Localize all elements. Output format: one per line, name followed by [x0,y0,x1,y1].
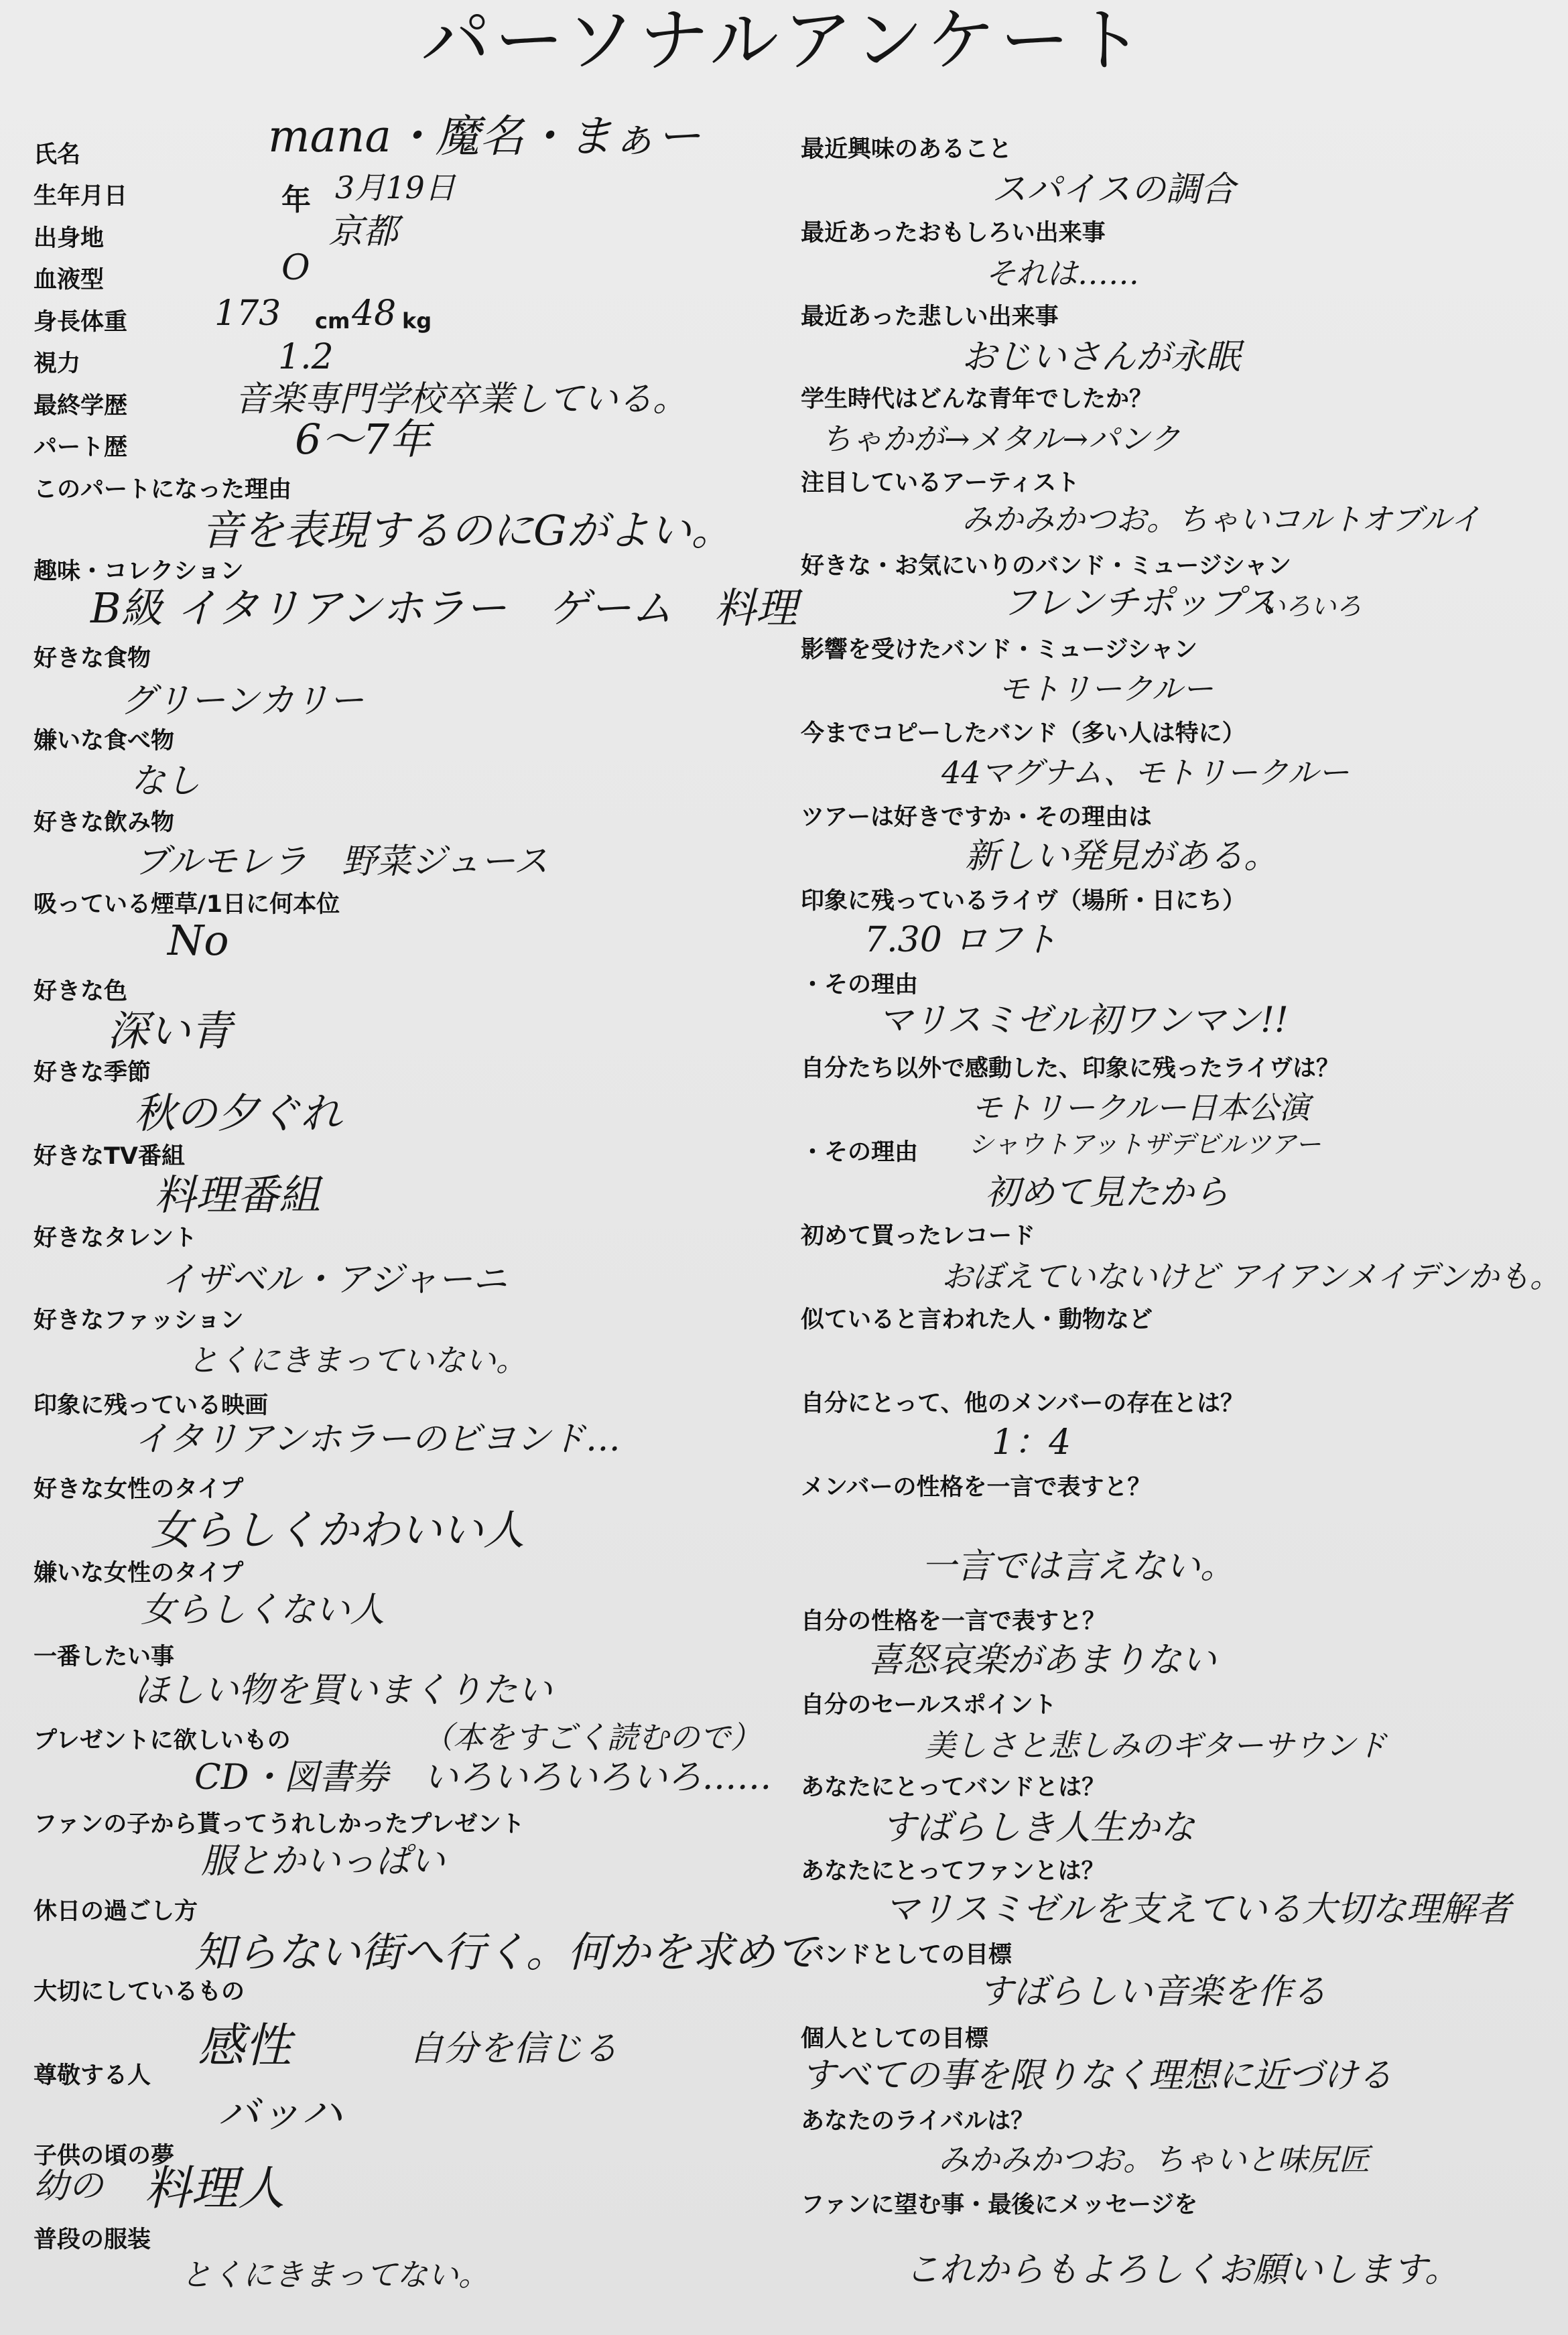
question-fav-color: 好きな色 [34,978,128,1005]
question-rival: あなたのライバルは？ [801,2108,1035,2135]
answer-present-wish: CD・図書券 いろいろいろいろ…… [194,1757,772,1798]
answer-rival: みかみかつお。ちゃいと味尻匠 [938,2141,1370,2178]
answer-dream-prefix: 幼の [34,2166,104,2206]
answer-fan-present: 服とかいっぱい [201,1841,446,1881]
answer-other-live: モトリークルー日本公演 [972,1089,1310,1126]
answer-other-reason: 初めて見たから [985,1173,1230,1213]
answer-blood: O [281,248,310,288]
question-respect: 尊敬する人 [34,2062,151,2089]
question-dislike-food: 嫌いな食べ物 [34,728,175,754]
answer-student: ちゃかが→メタル→パンク [821,421,1181,457]
answer-clothes: とくにきまってない。 [181,2257,489,2293]
question-own-character: 自分の性格を一言で表すと？ [801,1608,1106,1635]
question-want-do: 一番したい事 [34,1644,175,1670]
answer-birthplace: 京都 [328,212,399,252]
answer-other-live-2: シャウトアットザデビルツアー [968,1130,1321,1159]
question-fav-talent: 好きなタレント [34,1225,198,1252]
answer-band-is: すばらしき人生かな [881,1808,1195,1848]
name-answer: mana・魔名・まぁー [268,111,701,162]
question-smoking: 吸っている煙草/1日に何本位 [34,891,340,918]
question-education: 最終学歴 [34,393,128,419]
answer-birthday: 3月19日 [335,170,456,206]
answer-dislike-woman: 女らしくない人 [141,1590,385,1630]
answer-fav-fashion: とくにきまっていない。 [188,1342,527,1378]
question-resemble: 似ていると言われた人・動物など [801,1307,1153,1333]
answer-band-goal: すばらしい音楽を作る [978,1972,1327,2012]
question-movie: 印象に残っている映画 [34,1392,269,1419]
birthday-year-label: 年 [281,183,311,217]
answer-interest: スパイスの調合 [992,170,1236,210]
question-member-character: メンバーの性格を一言で表すと？ [801,1474,1151,1501]
answer-fav-woman: 女らしくかわいい人 [151,1506,525,1554]
present-wish-note: （本をすごく読むので） [422,1719,761,1755]
answer-part-years: 6〜7年 [295,415,431,464]
answer-sales-point: 美しさと悲しみのギターサウンド [925,1727,1387,1763]
answer-live: 7.30 ロフト [864,920,1058,960]
answer-smoking: No [168,916,229,965]
question-fav-band: 好きな・お気にいりのバンド・ミュージシャン [801,553,1292,580]
answer-want-do: ほしい物を買いまくりたい [134,1670,553,1711]
answer-movie: イタリアンホラーのビヨンド… [134,1419,620,1459]
answer-live-reason: マリスミゼル初ワンマン!! [878,1000,1289,1041]
question-fav-food: 好きな食物 [34,645,151,672]
answer-influence: モトリークルー [998,671,1214,707]
question-band-is: あなたにとってバンドとは？ [801,1774,1106,1801]
question-fav-fashion: 好きなファッション [34,1307,244,1334]
answer-copied: 44マグナム、モトリークルー [941,754,1350,791]
question-birthday: 生年月日 [34,183,128,210]
question-other-reason: ・その理由 [801,1139,919,1166]
question-fav-season: 好きな季節 [34,1059,151,1086]
answer-fav-band: フレンチポップス [1002,583,1277,623]
answer-dream: 料理人 [144,2161,285,2216]
question-members: 自分にとって、他のメンバーの存在とは？ [801,1390,1244,1417]
question-clothes: 普段の服装 [34,2226,151,2253]
answer-fan-is: マリスミゼルを支えている大切な理解者 [885,1889,1511,1930]
answer-weight: 48 [352,293,397,334]
answer-height: 173 [214,293,281,334]
answer-fav-color: 深い青 [107,1006,233,1055]
question-important: 大切にしているもの [34,1979,245,2005]
answer-fav-tv: 料理番組 [154,1171,321,1219]
question-first-record: 初めて買ったレコード [801,1223,1036,1250]
question-part-reason: このパートになった理由 [34,476,292,503]
question-copied: 今までコピーしたバンド（多い人は特に） [801,720,1246,747]
question-fan-is: あなたにとってファンとは？ [801,1858,1105,1885]
question-eyesight: 視力 [34,350,81,377]
answer-fav-drink: ブルモレラ 野菜ジュース [134,842,549,882]
answer-fav-food: グリーンカリー [121,681,364,721]
answer-respect: バッハ [218,2088,343,2137]
question-tour: ツアーは好きですか・その理由は [801,804,1152,831]
question-influence: 影響を受けたバンド・ミュージシャン [801,637,1198,663]
answer-part-reason: 音を表現するのにGがよい。 [201,506,733,555]
answer-important-2: 自分を信じる [409,2029,618,2069]
answer-tour: 新しい発見がある。 [965,836,1279,876]
question-fan-present: ファンの子から貰ってうれしかったプレゼント [34,1811,525,1838]
answer-sad: おじいさんが永眠 [962,337,1241,377]
question-blood: 血液型 [34,267,105,293]
answer-fav-band-note: いろいろ [1260,592,1362,621]
question-live: 印象に残っているライヴ（場所・日にち） [801,888,1246,915]
question-student: 学生時代はどんな青年でしたか？ [801,386,1153,413]
answer-holiday: 知らない街へ行く。何かを求めて [194,1928,817,1977]
question-live-reason: ・その理由 [801,972,919,998]
question-other-live: 自分たち以外で感動した、印象に残ったライヴは？ [801,1055,1340,1082]
page-title: パーソナルアンケート [420,0,1148,81]
question-personal-goal: 個人としての目標 [801,2025,989,2052]
question-height-weight: 身長体重 [34,309,128,336]
question-hobby: 趣味・コレクション [34,558,244,585]
question-part-years: パート歴 [34,434,128,461]
question-sales-point: 自分のセールスポイント [801,1692,1057,1719]
question-holiday: 休日の過ごし方 [34,1898,198,1925]
question-band-goal: バンドとしての目標 [801,1942,1012,1969]
question-present-wish: プレゼントに欲しいもの [34,1727,291,1754]
answer-own-character: 喜怒哀楽があまりない [868,1640,1217,1680]
answer-funny: それは…… [985,255,1139,291]
answer-education: 音楽専門学校卒業している。 [235,379,688,419]
answer-artist: みかみかつお。ちゃいコルトオブルイ [962,501,1482,537]
question-birthplace: 出身地 [34,225,105,252]
cm-label: cm [315,308,350,334]
question-dream: 子供の頃の夢 [34,2143,175,2170]
kg-label: kg [402,308,432,334]
question-fav-tv: 好きなTV番組 [34,1143,185,1170]
question-fav-woman: 好きな女性のタイプ [34,1476,244,1503]
answer-first-record: おぼえていないけど アイアンメイデンかも。 [941,1258,1561,1294]
question-sad: 最近あった悲しい出来事 [801,304,1059,330]
answer-message: これからもよろしくお願いします。 [905,2250,1459,2290]
answer-eyesight: 1.2 [278,337,334,377]
answer-fav-talent: イザベル・アジャーニ [161,1260,507,1300]
question-name: 氏名 [34,141,81,168]
answer-important-1: 感性 [198,2018,291,2073]
question-message: ファンに望む事・最後にメッセージを [801,2192,1198,2218]
answer-dislike-food: なし [131,761,201,801]
answer-personal-goal: すべての事を限りなく理想に近づける [801,2056,1392,2096]
question-fav-drink: 好きな飲み物 [34,809,175,836]
answer-hobby: B級 イタリアンホラー ゲーム 料理 [90,584,797,632]
question-funny: 最近あったおもしろい出来事 [801,220,1106,247]
answer-member-character: 一言では言えない。 [921,1546,1236,1587]
question-dislike-woman: 嫌いな女性のタイプ [34,1560,244,1587]
question-artist: 注目しているアーティスト [801,470,1080,496]
answer-members: 1：4 [992,1422,1071,1463]
question-interest: 最近興味のあること [801,136,1012,163]
answer-fav-season: 秋の夕ぐれ [134,1089,342,1138]
